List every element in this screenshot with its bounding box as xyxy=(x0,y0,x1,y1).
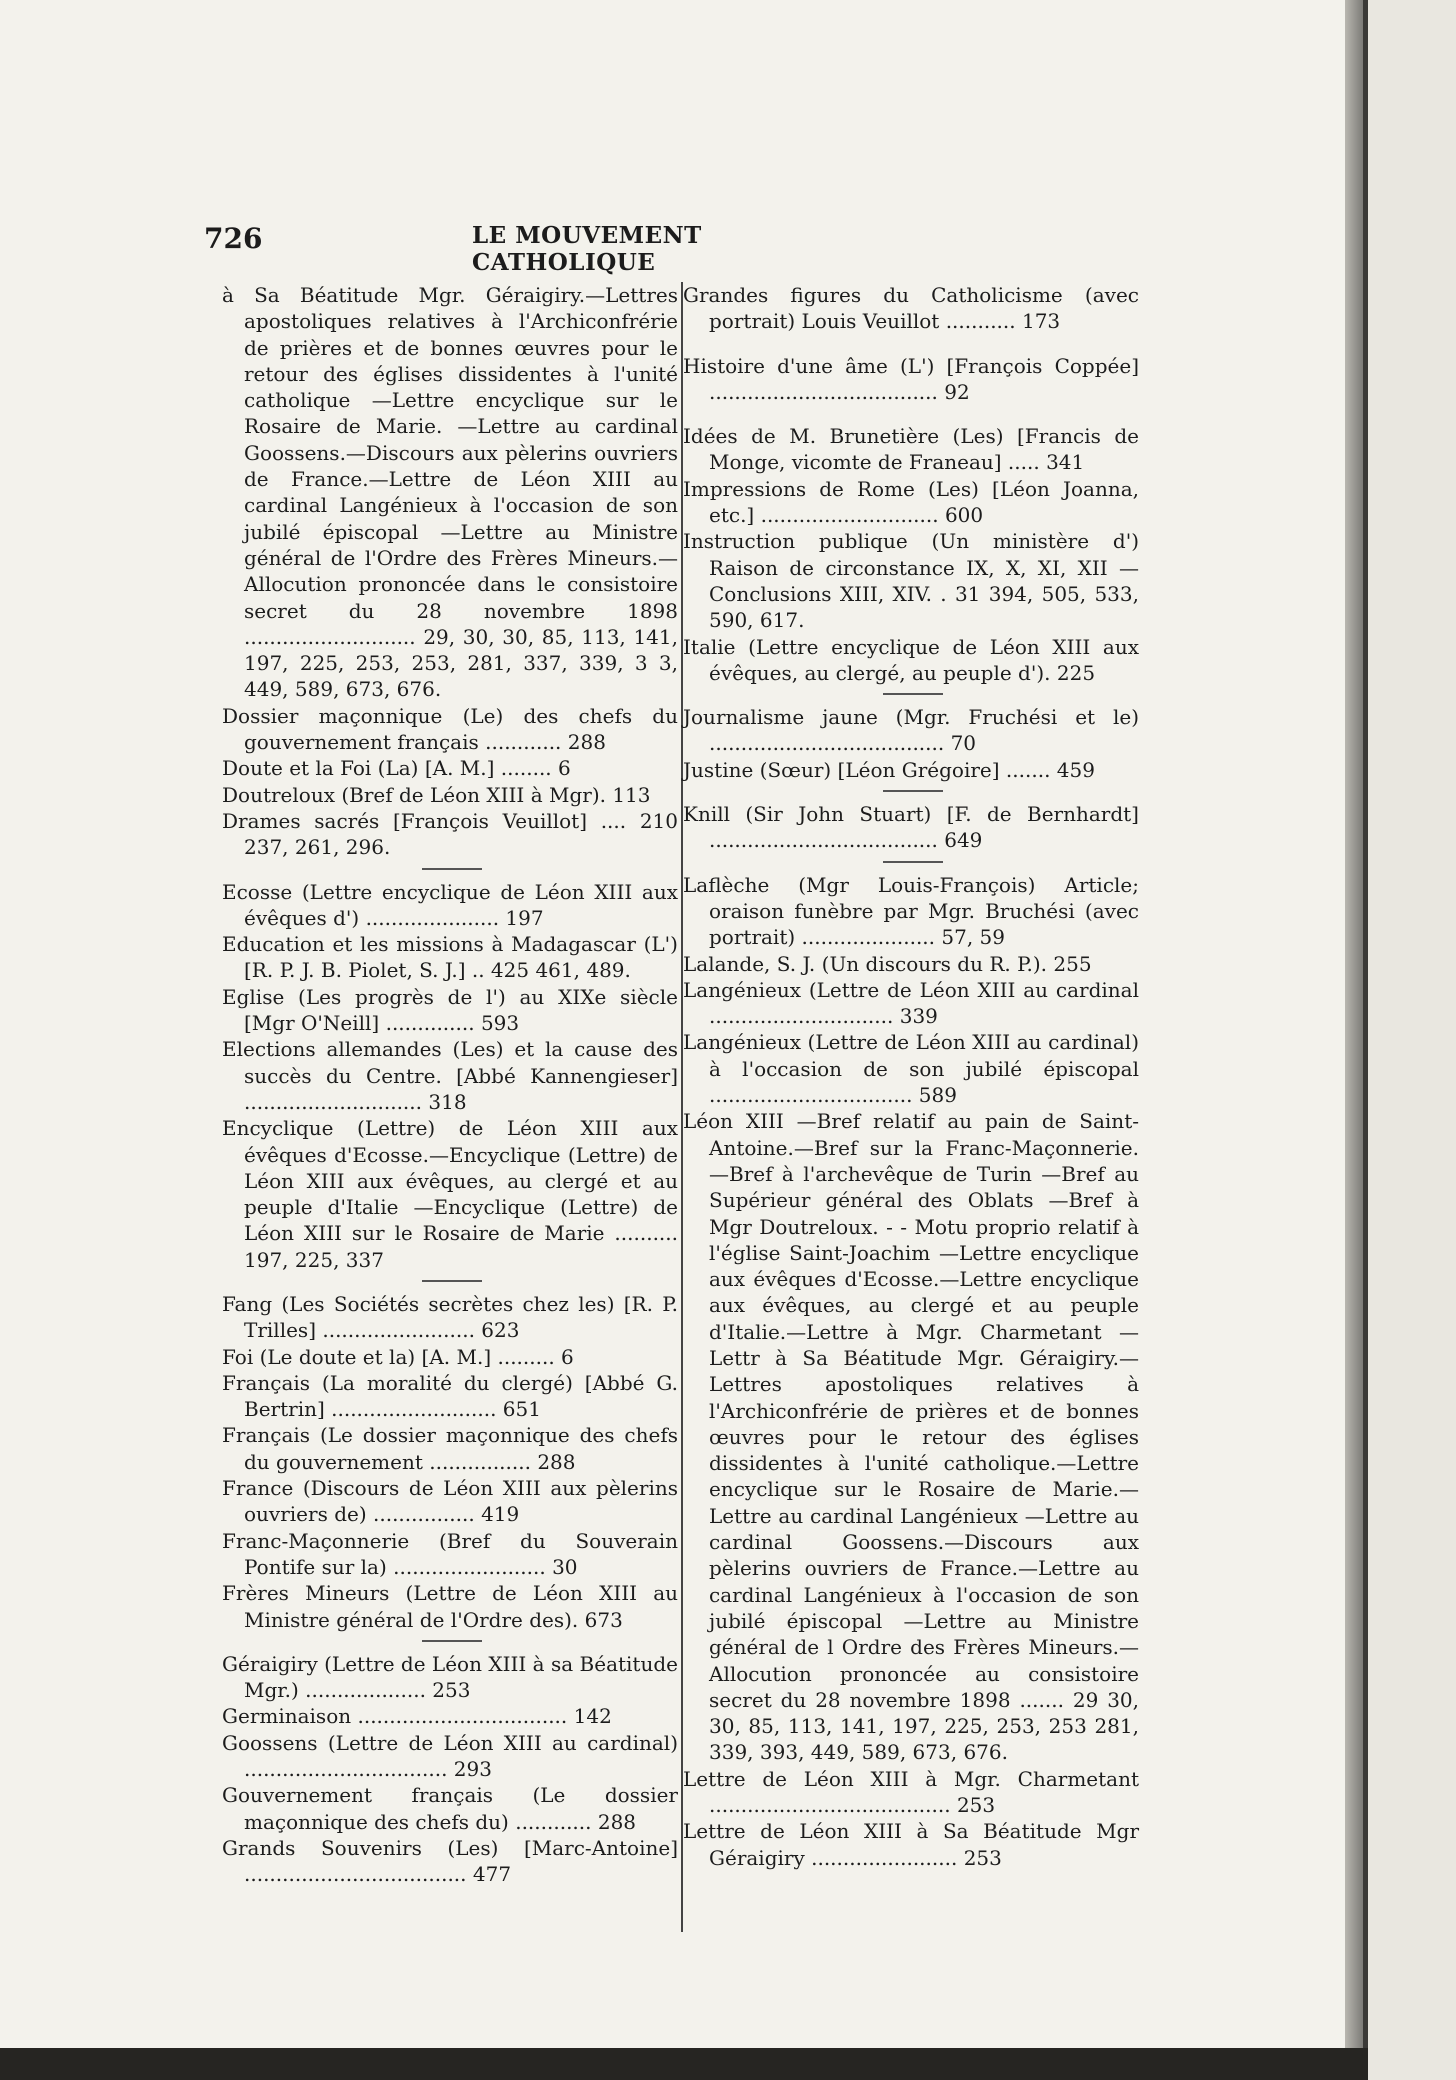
index-entry: Frères Mineurs (Lettre de Léon XIII au Ministre général de l'Ordre des). 673 xyxy=(222,1581,678,1632)
index-entry: Laflèche (Mgr Louis-François) Article; oraison funèbre par Mgr. Bruchési (avec portrait) ..................... 57, 59 xyxy=(683,872,1139,950)
index-entry: Franc-Maçonnerie (Bref du Souverain Pontife sur la) ........................ 30 xyxy=(222,1528,678,1579)
index-column-left xyxy=(222,282,682,1932)
scan-bottom-border xyxy=(0,2048,1368,2080)
index-entry: Drames sacrés [François Veuillot] .... 210 237, 261, 296. xyxy=(222,808,678,860)
index-entry: Impressions de Rome (Les) [Léon Joanna, etc.] ............................ 600 xyxy=(683,476,1139,528)
index-entry: Doutreloux (Bref de Léon XIII à Mgr). 113 xyxy=(222,782,651,807)
index-entry: Dossier maçonnique (Le) des chefs du gouvernement français ............ 288 xyxy=(222,703,678,755)
index-entry: Foi (Le doute et la) [A. M.] ......... 6 xyxy=(222,1344,574,1369)
entry-gap xyxy=(683,405,1143,423)
index-entry: Langénieux (Lettre de Léon XIII au cardinal ............................. 339 xyxy=(683,977,1139,1029)
index-column-right xyxy=(683,282,1143,1932)
index-entry: Journalisme jaune (Mgr. Fruchési et le) ..................................... 70 xyxy=(683,705,1139,756)
index-entry: Grandes figures du Catholicisme (avec portrait) Louis Veuillot ........... 173 xyxy=(683,283,1139,334)
index-entry: à Sa Béatitude Mgr. Géraigiry.—Lettres apostoliques relatives à l'Archiconfrérie de prières et de bonnes œuvres pour le retour des églises dissidentes à l'unité catholique —Lettre encyclique sur le Rosaire de Marie. —Lettre au cardinal Goossens.—Discours aux pèlerins ouvriers de France.—Lettre de Léon XIII au cardinal Langénieux à l'occasion de son jubilé épiscopal —Lettre au Ministre général de l'Ordre des Frères Mineurs.—Allocution prononcée dans le consistoire secret du 28 novembre 1898 ........................... 29, 30, 30, 85, 113, 141, 197, 225, 253, 253, 281, 337, 339, 3 3, 449, 589, 673, 676. xyxy=(222,283,678,702)
index-entry: Italie (Lettre encyclique de Léon XIII aux évêques, au clergé, au peuple d'). 225 xyxy=(683,634,1139,685)
index-entry: Français (Le dossier maçonnique des chefs du gouvernement ................ 288 xyxy=(222,1423,678,1474)
index-entry: Langénieux (Lettre de Léon XIII au cardinal) à l'occasion de son jubilé épiscopal ................................ 589 xyxy=(683,1030,1139,1108)
letter-separator xyxy=(222,1633,682,1651)
index-entry: Encyclique (Lettre) de Léon XIII aux évêques d'Ecosse.—Encyclique (Lettre) de Léon XIII aux évêques, au clergé et au peuple d'Italie —Encyclique (Lettre) de Léon XIII sur le Rosaire de Marie .......... 197, 225, 337 xyxy=(222,1116,678,1272)
letter-separator xyxy=(683,854,1143,872)
entry-gap xyxy=(683,335,1143,353)
index-entry: Eglise (Les progrès de l') au XIXe siècle [Mgr O'Neill] .............. 593 xyxy=(222,984,678,1036)
page-edge-shadow xyxy=(1345,0,1363,2080)
index-entry: Elections allemandes (Les) et la cause des succès du Centre. [Abbé Kannengieser] ............................ 318 xyxy=(222,1037,678,1114)
index-entry: Education et les missions à Madagascar (L') [R. P. J. B. Piolet, S. J.] .. 425 461, 489. xyxy=(222,932,678,983)
index-entry: France (Discours de Léon XIII aux pèlerins ouvriers de) ................ 419 xyxy=(222,1476,678,1527)
running-title: LE MOUVEMENT CATHOLIQUE xyxy=(472,222,702,276)
index-entry: Histoire d'une âme (L') [François Coppée] .................................... 92 xyxy=(683,353,1139,404)
index-entry: Lettre de Léon XIII à Mgr. Charmetant ...................................... 253 xyxy=(683,1766,1139,1818)
letter-separator xyxy=(683,783,1143,801)
index-entry: Idées de M. Brunetière (Les) [Francis de Monge, vicomte de Franeau] ..... 341 xyxy=(683,424,1139,475)
index-entry: Knill (Sir John Stuart) [F. de Bernhardt] .................................... 649 xyxy=(683,802,1139,853)
index-entry: Gouvernement français (Le dossier maçonnique des chefs du) ............ 288 xyxy=(222,1783,678,1834)
index-entry: Goossens (Lettre de Léon XIII au cardinal) ................................ 293 xyxy=(222,1730,678,1782)
index-entry: Lalande, S. J. (Un discours du R. P.). 255 xyxy=(683,951,1092,976)
letter-separator xyxy=(683,686,1143,704)
page-number: 726 xyxy=(204,222,263,255)
index-entry: Grands Souvenirs (Les) [Marc-Antoine] ................................... 477 xyxy=(222,1835,678,1887)
page-header xyxy=(204,218,866,276)
index-entry: Germinaison ................................. 142 xyxy=(222,1704,612,1729)
index-entry: Fang (Les Sociétés secrètes chez les) [R. P. Trilles] ........................ 623 xyxy=(222,1291,678,1343)
index-entry: Doute et la Foi (La) [A. M.] ........ 6 xyxy=(222,756,571,781)
index-entry: Instruction publique (Un ministère d') Raison de circonstance IX, X, XI, XII —Conclusions XIII, XIV. . 31 394, 505, 533, 590, 617. xyxy=(683,529,1139,633)
index-entry: Géraigiry (Lettre de Léon XIII à sa Béatitude Mgr.) ................... 253 xyxy=(222,1651,678,1703)
index-entry: Léon XIII —Bref relatif au pain de Saint-Antoine.—Bref sur la Franc-Maçonnerie.—Bref à l'archevêque de Turin —Bref au Supérieur général des Oblats —Bref à Mgr Doutreloux. - - Motu proprio relatif à l'église Saint-Joachim —Lettre encyclique aux évêques d'Ecosse.—Lettre encyclique aux évêques, au clergé et au peuple d'Italie.—Lettre à Mgr. Charmetant —Lettr à Sa Béatitude Mgr. Géraigiry.—Lettres apostoliques relatives à l'Archiconfrérie de prières et de bonnes œuvres pour le retour des églises dissidentes à l'unité catholique.—Lettre encyclique sur le Rosaire de Marie.—Lettre au cardinal Langénieux —Lettre au cardinal Goossens.—Discours aux pèlerins ouvriers de France.—Lettre au cardinal Langénieux à l'occasion de son jubilé épiscopal —Lettre au Ministre général de l Ordre des Frères Mineurs.—Allocution prononcée au consistoire secret du 28 novembre 1898 ....... 29 30, 30, 85, 113, 141, 197, 225, 253, 253 281, 339, 393, 449, 589, 673, 676. xyxy=(683,1109,1139,1765)
scan-margin xyxy=(1368,0,1456,2080)
index-entry: Français (La moralité du clergé) [Abbé G. Bertrin] .......................... 651 xyxy=(222,1370,678,1422)
index-entry: Justine (Sœur) [Léon Grégoire] ....... 459 xyxy=(683,757,1095,782)
letter-separator xyxy=(222,861,682,879)
index-entry: Ecosse (Lettre encyclique de Léon XIII aux évêques d') ..................... 197 xyxy=(222,879,678,930)
letter-separator xyxy=(222,1273,682,1291)
index-entry: Lettre de Léon XIII à Sa Béatitude Mgr Géraigiry ....................... 253 xyxy=(683,1819,1139,1870)
